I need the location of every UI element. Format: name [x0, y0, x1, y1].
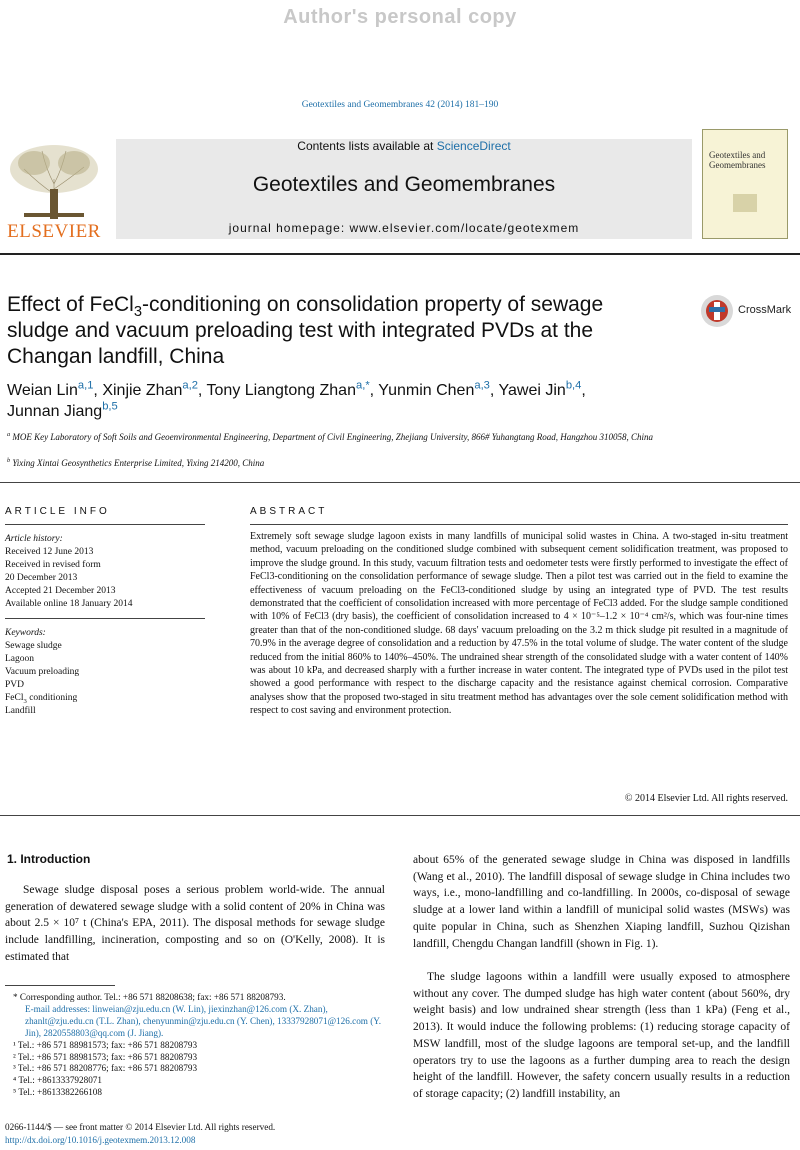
history-label: Article history:	[5, 534, 63, 544]
affiliation-b	[7, 457, 787, 470]
header-rule	[0, 253, 800, 255]
keyword: Lagoon	[5, 654, 35, 664]
intro-paragraph-right-1: about 65% of the generated sewage sludge in China was disposed in landfills (Wang et al., 2010). The landfill disposal of sewage sludge in China includes two ways, i.e., mono-landfilling and co-landfilling. In 2000s, co-disposal of sewage sludge at a lower land within a landfill of municipal solid wastes (MSWs) was quite popular in China, such as Shenzhen Xiaping landfill, Suzhou Qizishan landfill, Chengdu Changan landfill (shown in Fig. 1).	[413, 854, 790, 950]
crossmark-label: CrossMark	[738, 304, 792, 316]
author-affil-sup[interactable]: a,2	[182, 379, 198, 392]
author-name: Yawei Jin	[498, 382, 566, 399]
author-affil-sup[interactable]: b,5	[102, 400, 118, 413]
homepage-line	[116, 221, 692, 235]
keywords-label: Keywords:	[5, 628, 46, 638]
history-item: Received 12 June 2013	[5, 547, 94, 557]
history-item: Available online 18 January 2014	[5, 599, 133, 609]
author-affil-sup[interactable]: a,1	[77, 379, 94, 392]
doi-link[interactable]: http://dx.doi.org/10.1016/j.geotexmem.2013.12.008	[5, 1135, 196, 1145]
affiliation-text: Yixing Xintai Geosynthetics Enterprise Limited, Yixing 214200, China	[12, 458, 265, 468]
footnote-rule	[5, 985, 115, 986]
author-list	[7, 380, 707, 422]
author-sep: ,	[489, 382, 499, 399]
author-affil-sup[interactable]: a,3	[474, 379, 490, 392]
keyword: PVD	[5, 680, 25, 690]
keywords-rule	[5, 618, 205, 619]
crossmark-icon	[700, 294, 734, 328]
article-info-heading: ARTICLE INFO	[5, 506, 110, 517]
journal-banner	[116, 139, 692, 239]
issn-line: 0266-1144/$ — see front matter © 2014 Elsevier Ltd. All rights reserved.	[5, 1122, 276, 1132]
affiliation-key: b	[7, 457, 11, 464]
author-name: Weian Lin	[7, 382, 78, 399]
affiliation-a	[7, 431, 787, 444]
author-name: Tony Liangtong Zhan	[206, 382, 356, 399]
keyword: Sewage sludge	[5, 641, 62, 651]
intro-paragraph-1: Sewage sludge disposal poses a serious problem world-wide. The annual generation of dewatered sewage sludge with a solid content of 20% in China was about 2.5 × 10⁷ t (China's EPA, 2011). The disposal methods for sewage sludge include landfilling, incineration, composting and so on (O'Kelly, 2008). It is estimated that	[5, 884, 385, 963]
journal-name: Geotextiles and Geomembranes	[252, 173, 556, 196]
footnote-item: ⁵ Tel.: +8613382266108	[13, 1087, 102, 1098]
keyword: Landfill	[5, 706, 36, 716]
contents-line	[116, 139, 692, 153]
cover-emblem-icon	[733, 194, 757, 212]
article-title: Effect of FeCl$_3$-conditioning on consolidation property of sewage sludge and vacuum preloading test with integrated PVDs at the Changan landfill, China	[7, 293, 604, 368]
copyright: © 2014 Elsevier Ltd. All rights reserved.	[624, 793, 788, 804]
footnotes	[5, 992, 385, 1099]
sciencedirect-link[interactable]: ScienceDirect	[436, 139, 511, 153]
section-heading-introduction: 1. Introduction	[7, 852, 91, 866]
affiliation-key: a	[7, 431, 11, 438]
author-name: Junnan Jiang	[7, 403, 103, 420]
author-sep: ,	[369, 382, 379, 399]
keywords-block	[5, 627, 205, 718]
keyword: Vacuum preloading	[5, 667, 80, 677]
author-name: Yunmin Chen	[378, 382, 475, 399]
author-sep: ,	[581, 382, 586, 399]
intro-paragraph-right-2: The sludge lagoons within a landfill were usually exposed to atmosphere without any cover. The dumped sludge has high water content (about 560%, dry weight basis) and low undrained shear strength (less than 1 kPa) (Feng et al., 2013). It would induce the following problems: (1) reducing storage capacity of MSW landfill, most of the sludge lagoons are temporal set-up, and the landfill operators try to use the lagoons as a further dumping area to reach the design height of the landfill. However, the safety concern usually results in a reduction of storage capacity; (2) landfill instability, an	[413, 971, 790, 1100]
cover-title: Geotextiles and Geomembranes	[709, 150, 766, 170]
author-affil-sup[interactable]: a,*	[355, 379, 370, 392]
journal-reference[interactable]: Geotextiles and Geomembranes 42 (2014) 181–190	[301, 100, 499, 110]
footnote-corresponding: * Corresponding author. Tel.: +86 571 88208638; fax: +86 571 88208793.	[13, 992, 286, 1002]
abstract-heading: ABSTRACT	[250, 506, 328, 517]
author-name: Xinjie Zhan	[102, 382, 183, 399]
footnote-item: ³ Tel.: +86 571 88208776; fax: +86 571 88208793	[13, 1063, 198, 1074]
publisher-name: ELSEVIER	[7, 221, 101, 242]
footnote-item: ¹ Tel.: +86 571 88981573; fax: +86 571 88208793	[13, 1039, 198, 1050]
elsevier-logo[interactable]	[4, 139, 104, 242]
affiliation-text: MOE Key Laboratory of Soft Soils and Geoenvironmental Engineering, Department of Civil Engineering, Zhejiang University, 866# Yuhangtang Road, Hangzhou 310058, China	[12, 432, 653, 442]
footnote-item: ⁴ Tel.: +8613337928071	[13, 1075, 102, 1086]
history-item: 20 December 2013	[5, 573, 78, 583]
body-rule	[0, 815, 800, 816]
history-item: Accepted 21 December 2013	[5, 586, 116, 596]
crossmark-badge[interactable]	[700, 294, 795, 330]
author-affil-sup[interactable]: b,4	[565, 379, 582, 392]
article-info-rule	[5, 524, 205, 525]
abstract-text: Extremely soft sewage sludge lagoon exists in many landfills of municipal solid wastes in China. A two-staged in-situ treatment method, vacuum preloading on the conditioned sludge combined with subsequent cement solidification treatment, was proposed to improve the sludge ground. In this study, vacuum filtration tests and oedometer tests were firstly performed to investigate the effect of FeCl3-conditioning on the consolidation performance of sewage sludge. Then a pilot test was carried out in the field to examine the effectiveness of vacuum preloading on the FeCl3-conditioned sludge by using an integrated type of PVD. The test results demonstrated that the coefficient of consolidation increased with more percentage of FeCl3 added. For the sludge sample conditioned with 10% of FeCl3 (dry basis), the coefficient of consolidation increased to 4 × 10⁻⁵–1.2 × 10⁻⁴ cm²/s, which was four-nine times greater than that of the non-conditioned sludge. 68 days' vacuum preloading on the 3.2 m thick sludge pit resulted in a magnitude of 70.9% in the average degree of consolidation and a reduction by 47.5% in the total volume of sludge. The water content of the sludge reduced from the initial 860% to 140%–450%. The undrained shear strength of the consolidated sludge with a water content of 140% was about 10 kPa, and decreased sharply with a further increase in water content. The integrated type of PVDs used in the pilot test showed a good performance with respect to the discharge capacity and the resistance against chemical corrosion. Comparative analyses show that the proposed two-staged in situ treatment method has advantages over the sole cement solidification method with respect to cost saving and environment protection.	[250, 531, 788, 717]
author-sep: ,	[197, 382, 207, 399]
affiliation-rule	[0, 482, 800, 483]
homepage-url[interactable]: www.elsevier.com/locate/geotexmem	[349, 221, 580, 235]
author-sep: ,	[93, 382, 103, 399]
journal-cover-thumbnail[interactable]	[702, 129, 788, 239]
contents-prefix: Contents lists available at	[297, 139, 437, 153]
watermark: Author's personal copy	[283, 6, 517, 28]
elsevier-tree-icon	[4, 139, 104, 221]
keyword: FeCl$_3$ conditioning	[5, 693, 78, 705]
abstract-rule	[250, 524, 788, 525]
homepage-prefix: journal homepage:	[228, 221, 350, 235]
article-history	[5, 533, 205, 611]
history-item: Received in revised form	[5, 560, 101, 570]
footnote-item: ² Tel.: +86 571 88981573; fax: +86 571 88208793	[13, 1051, 198, 1062]
footnote-emails[interactable]: E-mail addresses: linweian@zju.edu.cn (W. Lin), jiexinzhan@126.com (X. Zhan), zhanlt@zju.edu.cn (T.L. Zhan), chenyunmin@zju.edu.cn (Y. Chen), 13337928071@126.com (Y. Jin), 2820558803@qq.com (J. Jiang).	[25, 1003, 382, 1038]
